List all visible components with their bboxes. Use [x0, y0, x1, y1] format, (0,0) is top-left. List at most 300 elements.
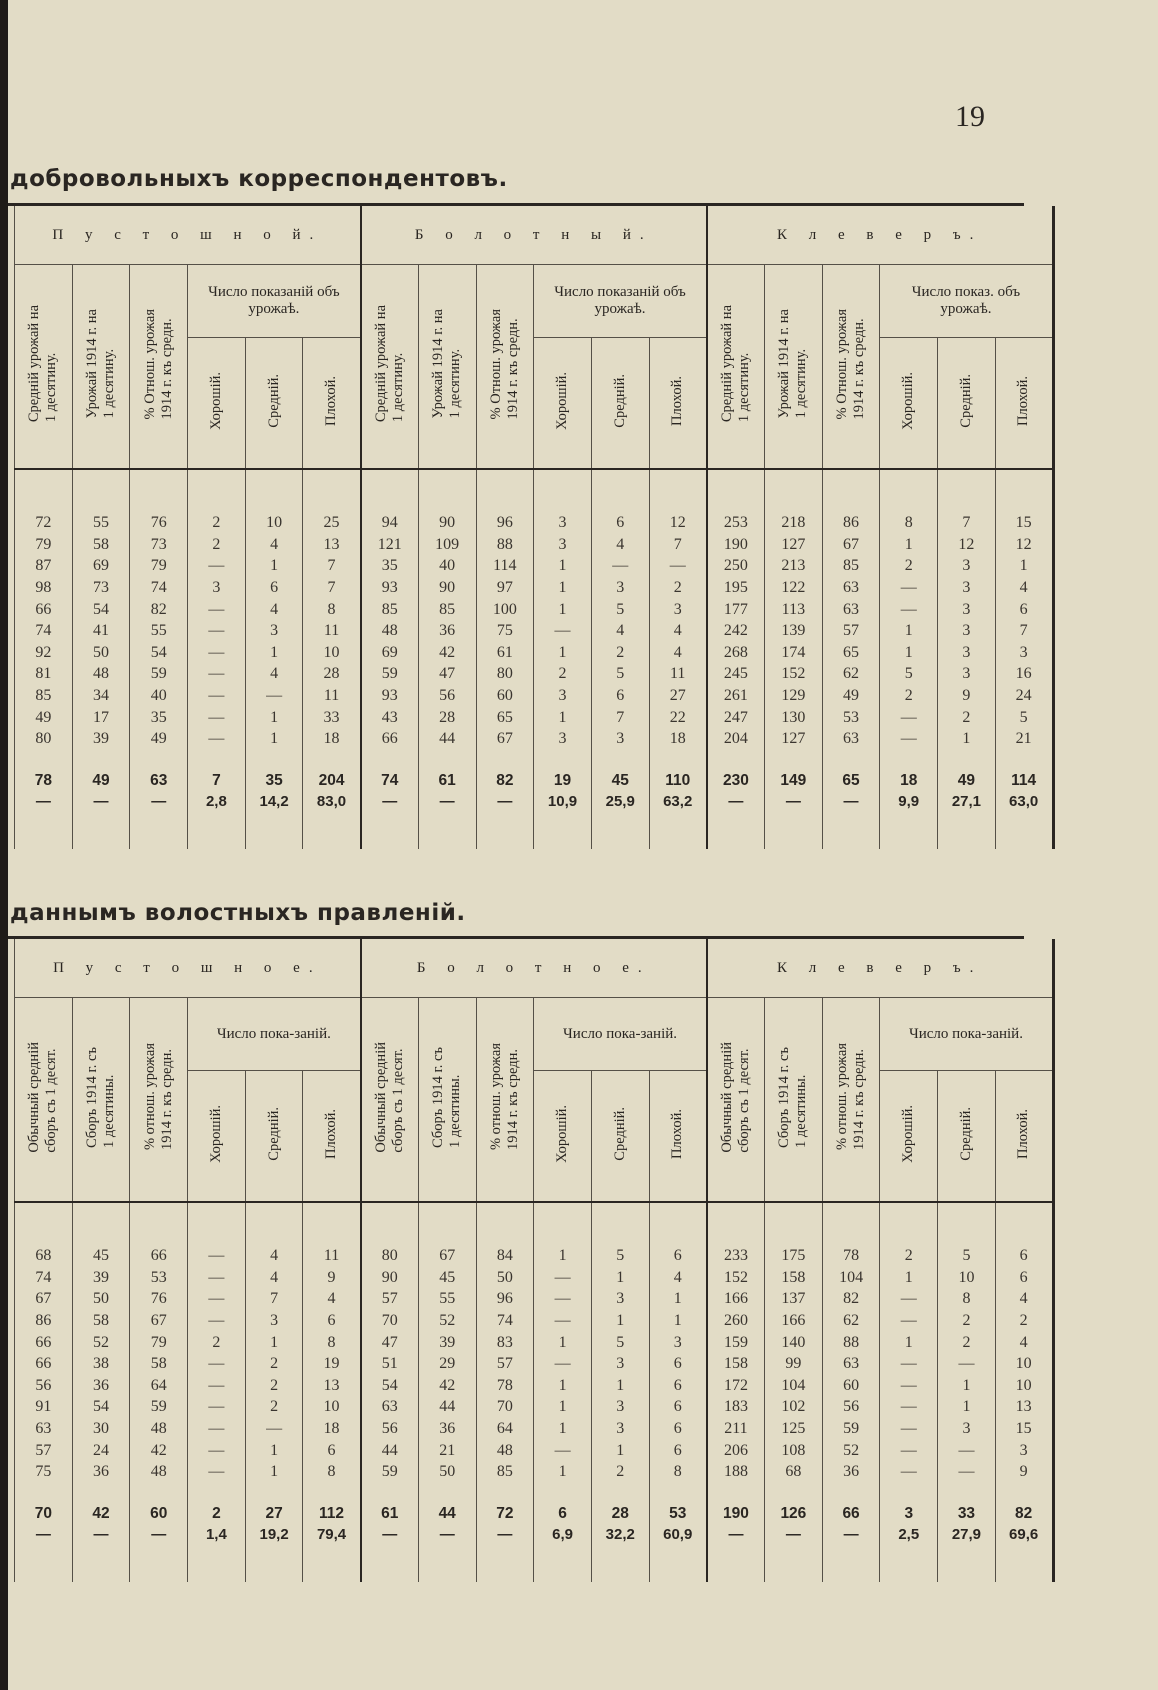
table-cell: 6 [995, 1245, 1053, 1267]
table-cell: 93 [361, 577, 419, 599]
table-cell: — [188, 555, 246, 577]
table-cell: 76 [130, 1288, 188, 1310]
table-cell: 50 [72, 642, 130, 664]
table-cell: 152 [765, 663, 823, 685]
table-cell: 79 [130, 1331, 188, 1353]
table-cell: 44 [418, 1503, 476, 1525]
table-cell: 36 [418, 620, 476, 642]
table-cell: 85 [822, 555, 880, 577]
table-cell: 60 [822, 1375, 880, 1397]
table-row [15, 1375, 1054, 1397]
table-cell: 35 [245, 770, 303, 792]
table-row [15, 512, 1054, 534]
table-cell: 7 [245, 1288, 303, 1310]
column-header: Урожай 1914 г. на 1 десятину. [430, 309, 464, 419]
table-cell: 53 [822, 706, 880, 728]
table-cell: 1 [534, 555, 592, 577]
table-cell: 36 [822, 1461, 880, 1483]
column-header: Средній урожай на 1 десятину. [372, 305, 406, 423]
table-cell: 63 [361, 1396, 419, 1418]
table-cell: 54 [130, 642, 188, 664]
table-cell: 8 [880, 512, 938, 534]
table-cell: 1 [534, 577, 592, 599]
table-cell: 247 [707, 706, 765, 728]
table-cell: 12 [995, 534, 1053, 556]
table1-grid [14, 206, 1055, 849]
table-cell: 104 [822, 1267, 880, 1289]
table-cell: 3 [591, 728, 649, 750]
quality-header: Плохой. [669, 375, 686, 426]
section-title-correspondents: добровольныхъ корреспондентовъ. [10, 166, 508, 192]
table-cell: 63 [822, 598, 880, 620]
table-cell: — [188, 1288, 246, 1310]
table-cell: 53 [130, 1267, 188, 1289]
table-cell: 1 [534, 1331, 592, 1353]
table-cell: 98 [15, 577, 73, 599]
table-cell: — [707, 791, 765, 813]
table-cell: 122 [765, 577, 823, 599]
table-cell: 5 [591, 663, 649, 685]
table-cell: 58 [130, 1353, 188, 1375]
table-cell: 8 [303, 1461, 361, 1483]
table-cell: 190 [707, 1503, 765, 1525]
table-cell: 4 [649, 642, 707, 664]
table-cell: 74 [361, 770, 419, 792]
table-cell: 55 [130, 620, 188, 642]
table-cell: 50 [72, 1288, 130, 1310]
table-cell: 2 [245, 1396, 303, 1418]
table-cell: 2 [938, 706, 996, 728]
table-cell: 80 [15, 728, 73, 750]
table-cell: 158 [765, 1267, 823, 1289]
table-cell: 13 [303, 1375, 361, 1397]
table-cell: 3 [649, 1331, 707, 1353]
table-cell: 99 [765, 1353, 823, 1375]
table-cell: — [534, 1288, 592, 1310]
table-cell: — [361, 791, 419, 813]
table-cell: 1 [880, 534, 938, 556]
table-cell: — [361, 1524, 419, 1546]
group-header: П у с т о ш н о е. [15, 939, 361, 998]
table-cell: 1 [649, 1310, 707, 1332]
percent-row [15, 1524, 1054, 1546]
table-cell: 15 [995, 512, 1053, 534]
table-cell: 59 [130, 663, 188, 685]
table-cell: 63 [822, 728, 880, 750]
table-cell: 3 [880, 1503, 938, 1525]
table-cell: 3 [591, 1396, 649, 1418]
column-header: Сборъ 1914 г. съ 1 десятины. [430, 1046, 464, 1148]
table-cell: 65 [822, 642, 880, 664]
table-cell: 25,9 [591, 791, 649, 813]
table-cell: 139 [765, 620, 823, 642]
table-cell: — [188, 598, 246, 620]
table-cell: 3 [938, 642, 996, 664]
table-row [15, 663, 1054, 685]
group-header: К л е в е р ъ. [707, 206, 1053, 265]
table-cell: — [188, 685, 246, 707]
table-cell: 61 [418, 770, 476, 792]
table-cell: 7 [303, 555, 361, 577]
table-cell: 2,5 [880, 1524, 938, 1546]
table-cell: 3 [938, 620, 996, 642]
quality-header: Хорошій. [554, 1104, 571, 1163]
table-cell: — [130, 791, 188, 813]
table-cell: 21 [418, 1439, 476, 1461]
table-cell: 2 [245, 1353, 303, 1375]
table-cell: — [130, 1524, 188, 1546]
table-cell: 2 [591, 1461, 649, 1483]
table-cell: 67 [822, 534, 880, 556]
table-volost [14, 939, 1039, 1582]
table-cell: — [188, 1439, 246, 1461]
table-cell: 39 [72, 1267, 130, 1289]
table-cell: 5 [591, 1245, 649, 1267]
table-cell: 82 [995, 1503, 1053, 1525]
table-cell: 76 [130, 512, 188, 534]
table-cell: 1 [880, 1267, 938, 1289]
table-cell: 3 [245, 1310, 303, 1332]
table-cell: 39 [418, 1331, 476, 1353]
table-row [15, 1331, 1054, 1353]
table-row [15, 1353, 1054, 1375]
table-cell: 86 [15, 1310, 73, 1332]
table-cell: 13 [303, 534, 361, 556]
table-cell: 22 [649, 706, 707, 728]
table-cell: 90 [418, 577, 476, 599]
table-cell: — [534, 1310, 592, 1332]
table-cell: 188 [707, 1461, 765, 1483]
table-cell: 211 [707, 1418, 765, 1440]
table-cell: 3 [938, 577, 996, 599]
table-row [15, 1461, 1054, 1483]
book-binding-edge [0, 0, 8, 1690]
table-cell: 7 [303, 577, 361, 599]
table-cell: 7 [649, 534, 707, 556]
table-cell: 66 [15, 1353, 73, 1375]
table-cell: 3 [938, 663, 996, 685]
column-header: % отнош. урожая 1914 г. къ средн. [487, 1043, 521, 1151]
table-cell: 4 [591, 620, 649, 642]
column-header: Средній урожай на 1 десятину. [718, 305, 752, 423]
table-cell: 152 [707, 1267, 765, 1289]
table-cell: 7 [188, 770, 246, 792]
table-cell: — [188, 728, 246, 750]
quality-header: Средній. [957, 373, 974, 428]
table-cell: 85 [418, 598, 476, 620]
table-cell: 80 [361, 1245, 419, 1267]
table-cell: 60,9 [649, 1524, 707, 1546]
table-cell: 3 [995, 642, 1053, 664]
table-cell: 1 [245, 642, 303, 664]
column-header: % отнош. урожая 1914 г. къ средн. [141, 1043, 175, 1151]
group-header: П у с т о ш н о й. [15, 206, 361, 265]
count-header: Число показаній объ урожаѣ. [534, 265, 707, 338]
table-cell: 75 [476, 620, 534, 642]
column-header: Урожай 1914 г. на 1 десятину. [776, 309, 810, 419]
table-cell: 79 [130, 555, 188, 577]
table-cell: 3 [938, 1418, 996, 1440]
table-cell: 39 [72, 728, 130, 750]
table-cell: 1 [938, 1375, 996, 1397]
table-cell: 17 [72, 706, 130, 728]
table-cell: 70 [361, 1310, 419, 1332]
table-cell: 80 [476, 663, 534, 685]
table-cell: — [188, 663, 246, 685]
count-header: Число показ. объ урожаѣ. [880, 265, 1053, 338]
table-cell: 6 [649, 1396, 707, 1418]
table-cell: 93 [361, 685, 419, 707]
table-cell: 63 [130, 770, 188, 792]
table-cell: 42 [72, 1503, 130, 1525]
table-cell: 19 [534, 770, 592, 792]
column-header: Обычный средній сборъ съ 1 десят. [26, 1041, 60, 1153]
table-cell: 69,6 [995, 1524, 1053, 1546]
table-row [15, 706, 1054, 728]
table-cell: 2 [188, 512, 246, 534]
table-cell: 3 [245, 620, 303, 642]
table-cell: 40 [418, 555, 476, 577]
table-cell: 57 [476, 1353, 534, 1375]
table-cell: 1 [534, 598, 592, 620]
table-cell: 27,1 [938, 791, 996, 813]
table-cell: — [418, 791, 476, 813]
table-cell: 159 [707, 1331, 765, 1353]
table-cell: 24 [995, 685, 1053, 707]
table-cell: 1 [245, 728, 303, 750]
table-cell: 114 [476, 555, 534, 577]
table-cell: 112 [303, 1503, 361, 1525]
count-header: Число пока-заній. [880, 998, 1053, 1071]
table-cell: 55 [72, 512, 130, 534]
table-cell: — [188, 1375, 246, 1397]
quality-header: Плохой. [1015, 375, 1032, 426]
table-cell: 11 [303, 685, 361, 707]
table-cell: — [880, 598, 938, 620]
table-cell: 18 [303, 1418, 361, 1440]
table-cell: 1,4 [188, 1524, 246, 1546]
table-cell: 250 [707, 555, 765, 577]
table-cell: 149 [765, 770, 823, 792]
table-cell: 34 [72, 685, 130, 707]
table-row [15, 555, 1054, 577]
table-cell: 61 [476, 642, 534, 664]
table-cell: 56 [418, 685, 476, 707]
table-cell: 140 [765, 1331, 823, 1353]
table-cell: — [245, 1418, 303, 1440]
table-cell: 10 [245, 512, 303, 534]
table-cell: 60 [476, 685, 534, 707]
table-cell: 2 [938, 1310, 996, 1332]
table-cell: 1 [245, 555, 303, 577]
table-cell: 110 [649, 770, 707, 792]
table-cell: 49 [938, 770, 996, 792]
table-cell: 75 [15, 1461, 73, 1483]
table-cell: 4 [245, 598, 303, 620]
table-cell: — [765, 1524, 823, 1546]
table-cell: 63,2 [649, 791, 707, 813]
table-cell: 42 [418, 1375, 476, 1397]
table-cell: 1 [591, 1375, 649, 1397]
table-cell: 78 [476, 1375, 534, 1397]
table-cell: — [188, 1396, 246, 1418]
table-cell: 6 [649, 1439, 707, 1461]
table-cell: 35 [361, 555, 419, 577]
table-cell: 5 [995, 706, 1053, 728]
table-cell: — [188, 1267, 246, 1289]
table-cell: 66 [822, 1503, 880, 1525]
quality-header: Плохой. [323, 375, 340, 426]
table-cell: 1 [534, 1375, 592, 1397]
table-cell: 48 [130, 1461, 188, 1483]
table-row [15, 534, 1054, 556]
column-header: Обычный средній сборъ съ 1 десят. [718, 1041, 752, 1153]
table-cell: — [188, 1418, 246, 1440]
table-cell: 9 [995, 1461, 1053, 1483]
quality-header: Плохой. [323, 1108, 340, 1159]
table-cell: — [418, 1524, 476, 1546]
table-row [15, 620, 1054, 642]
table-cell: 42 [418, 642, 476, 664]
table-cell: 3 [534, 685, 592, 707]
quality-header: Хорошій. [207, 1104, 224, 1163]
table-cell: — [15, 1524, 73, 1546]
table-cell: 47 [418, 663, 476, 685]
table-cell: 69 [361, 642, 419, 664]
table-cell: 2,8 [188, 791, 246, 813]
quality-header: Хорошій. [900, 1104, 917, 1163]
table-cell: 1 [245, 1331, 303, 1353]
table-cell: 88 [476, 534, 534, 556]
table-cell: 54 [361, 1375, 419, 1397]
table-cell: 1 [534, 642, 592, 664]
table-cell: 11 [303, 1245, 361, 1267]
table-cell: 65 [822, 770, 880, 792]
table-cell: — [534, 1353, 592, 1375]
table-cell: 18 [880, 770, 938, 792]
table-cell: 67 [476, 728, 534, 750]
table-cell: — [880, 1396, 938, 1418]
table-cell: 44 [418, 728, 476, 750]
quality-header: Средній. [611, 1106, 628, 1161]
table-cell: — [880, 1310, 938, 1332]
table-cell: 6 [995, 1267, 1053, 1289]
table-cell: 50 [476, 1267, 534, 1289]
table-cell: 242 [707, 620, 765, 642]
table-cell: 82 [822, 1288, 880, 1310]
column-header: Урожай 1914 г. на 1 десятину. [84, 309, 118, 419]
table-cell: 66 [15, 1331, 73, 1353]
table-cell: 6 [303, 1439, 361, 1461]
table-cell: 66 [15, 598, 73, 620]
table-cell: 56 [822, 1396, 880, 1418]
table-cell: 174 [765, 642, 823, 664]
table-cell: — [188, 620, 246, 642]
count-header: Число показаній объ урожаѣ. [188, 265, 361, 338]
table-cell: 195 [707, 577, 765, 599]
table-cell: 79 [15, 534, 73, 556]
table-cell: 73 [72, 577, 130, 599]
table-cell: 3 [534, 534, 592, 556]
table-cell: 43 [361, 706, 419, 728]
table-cell: 90 [361, 1267, 419, 1289]
table-cell: 67 [130, 1310, 188, 1332]
table-cell: 183 [707, 1396, 765, 1418]
table-cell: 2 [649, 577, 707, 599]
table-cell: 1 [591, 1310, 649, 1332]
table-cell: 44 [361, 1439, 419, 1461]
table-cell: 33 [938, 1503, 996, 1525]
table-cell: — [880, 1418, 938, 1440]
table-row [15, 1418, 1054, 1440]
table-cell: 1 [245, 1461, 303, 1483]
column-header: % Отнош. урожая 1914 г. къ средн. [141, 308, 175, 420]
table-cell: 47 [361, 1331, 419, 1353]
table-cell: 54 [72, 1396, 130, 1418]
table-row [15, 685, 1054, 707]
table-cell: 78 [15, 770, 73, 792]
table-cell: 72 [15, 512, 73, 534]
table-cell: — [880, 577, 938, 599]
table-cell: 7 [995, 620, 1053, 642]
table-row [15, 598, 1054, 620]
table-cell: — [476, 791, 534, 813]
table-cell: 51 [361, 1353, 419, 1375]
table-row [15, 1245, 1054, 1267]
table-cell: 127 [765, 728, 823, 750]
table-cell: — [938, 1353, 996, 1375]
table-cell: 50 [418, 1461, 476, 1483]
table-cell: 72 [476, 1503, 534, 1525]
table-cell: 48 [72, 663, 130, 685]
table-cell: 6 [303, 1310, 361, 1332]
table-cell: 3 [534, 728, 592, 750]
table-cell: 1 [591, 1267, 649, 1289]
table-cell: 6 [591, 512, 649, 534]
table-cell: 36 [72, 1461, 130, 1483]
table-cell: 59 [361, 1461, 419, 1483]
table-cell: — [72, 1524, 130, 1546]
table-cell: 35 [130, 706, 188, 728]
table-cell: 74 [15, 620, 73, 642]
table-cell: — [822, 1524, 880, 1546]
table-cell: 60 [130, 1503, 188, 1525]
table-row [15, 1267, 1054, 1289]
table-cell: 57 [361, 1288, 419, 1310]
table-cell: 129 [765, 685, 823, 707]
table-cell: 41 [72, 620, 130, 642]
table-cell: 6 [591, 685, 649, 707]
table-cell: 28 [418, 706, 476, 728]
table-cell: 245 [707, 663, 765, 685]
table-cell: 260 [707, 1310, 765, 1332]
table-cell: 268 [707, 642, 765, 664]
table-cell: — [822, 791, 880, 813]
table-cell: 25 [303, 512, 361, 534]
table-cell: 166 [707, 1288, 765, 1310]
table-cell: 100 [476, 598, 534, 620]
table-cell: 3 [938, 555, 996, 577]
table-cell: 18 [649, 728, 707, 750]
table-cell: 45 [418, 1267, 476, 1289]
table-cell: — [188, 706, 246, 728]
table-cell: 121 [361, 534, 419, 556]
table-cell: 2 [995, 1310, 1053, 1332]
totals-row [15, 770, 1054, 792]
table-cell: 213 [765, 555, 823, 577]
table-cell: — [15, 791, 73, 813]
table-cell: 1 [534, 1245, 592, 1267]
